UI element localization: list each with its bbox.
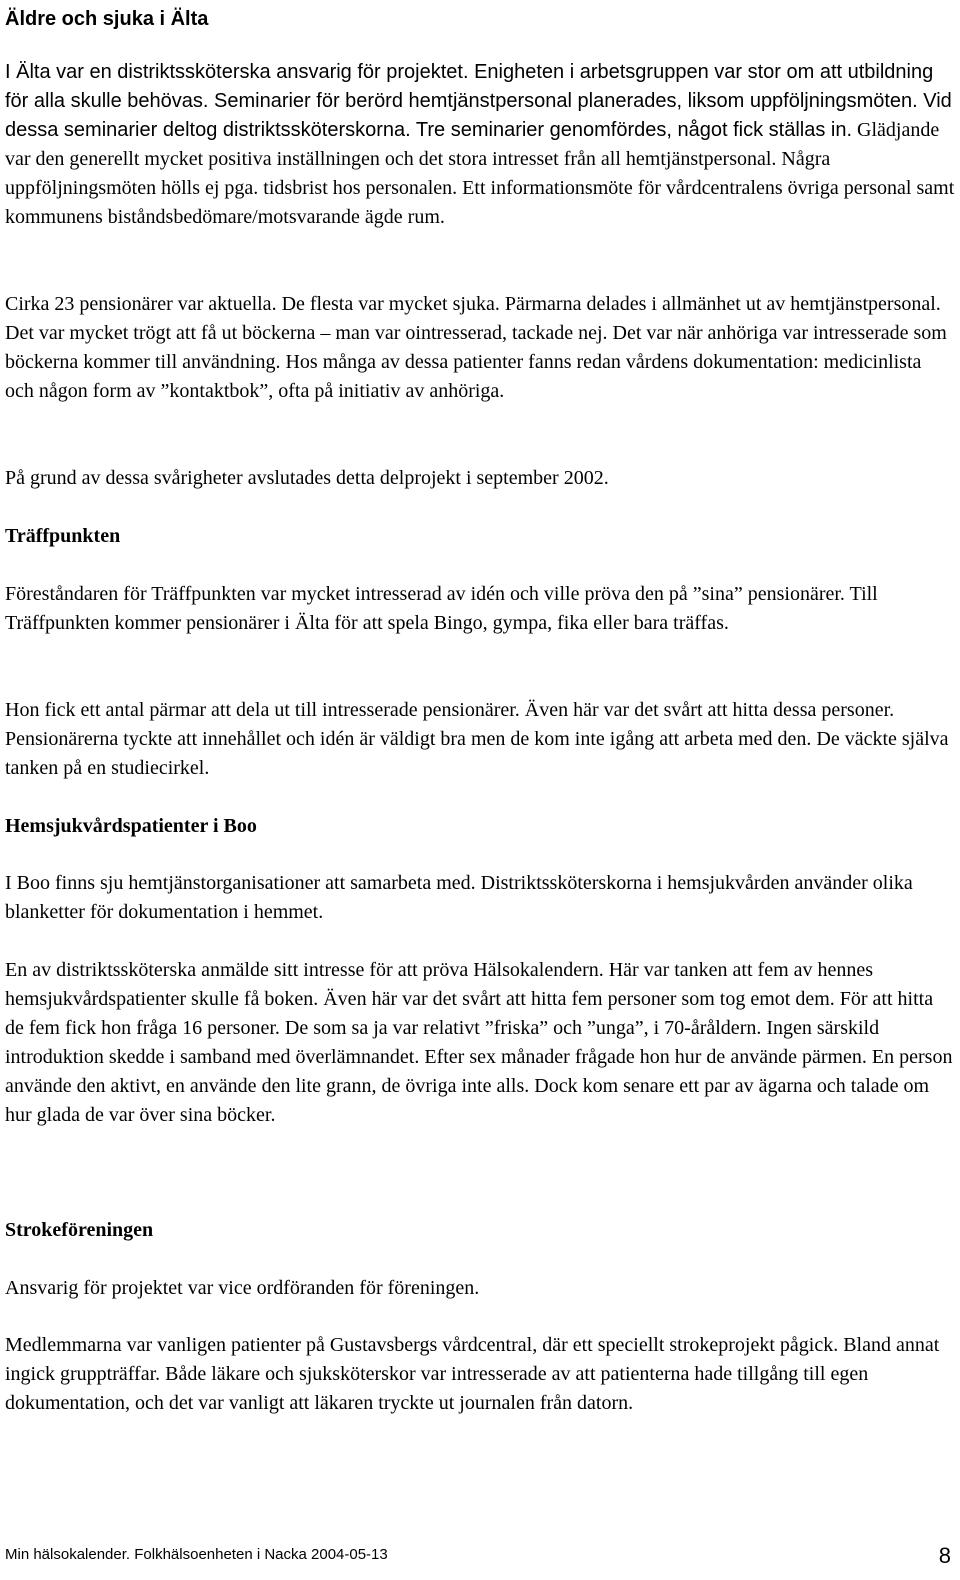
stroke-paragraph-1: Ansvarig för projektet var vice ordföranden för föreningen.	[5, 1277, 480, 1299]
section-heading-alta: Äldre och sjuka i Älta	[5, 8, 209, 30]
footer-text: Min hälsokalender. Folkhälsoenheten i Nacka 2004-05-13	[5, 1546, 388, 1563]
traffpunkten-paragraph-1: Föreståndaren för Träffpunkten var mycket intresserad av idén och ville pröva den på ”sina” pensionärer. Till Träffpunkten kommer pensionärer i Älta för att spela Bingo, gympa, fika eller bara träffas.	[5, 583, 878, 634]
page-footer	[5, 1543, 955, 1573]
alta-paragraph-3: På grund av dessa svårigheter avslutades detta delprojekt i september 2002.	[5, 467, 609, 489]
alta-paragraph-1	[5, 58, 955, 232]
section-heading-traffpunkten: Träffpunkten	[5, 525, 121, 547]
traffpunkten-paragraph-2: Hon fick ett antal pärmar att dela ut till intresserade pensionärer. Även här var det svårt att hitta dessa personer. Pensionärerna tyckte att innehållet och idén är väldigt bra men de kom inte igång att arbeta med den. De väckte själva tanken på en studiecirkel.	[5, 699, 949, 779]
boo-paragraph-2: En av distriktssköterska anmälde sitt intresse för att pröva Hälsokalendern. Här var tanken att fem av hennes hemsjukvårdspatienter skulle få boken. Även här var det svårt att hitta fem personer som tog emot dem. För att hitta de fem fick hon fråga 16 personer. De som sa ja var relativt ”friska” och ”unga”, i 70-åråldern. Ingen särskild introduktion skedde i samband med överlämnandet. Efter sex månader frågade hon hur de använde pärmen. En person använde den aktivt, en använde den lite grann, de övriga inte alls. Dock kom senare ett par av ägarna och talade om hur glada de var över sina böcker.	[5, 959, 953, 1126]
alta-paragraph-2: Cirka 23 pensionärer var aktuella. De flesta var mycket sjuka. Pärmarna delades i allmänhet ut av hemtjänstpersonal. Det var mycket trögt att få ut böckerna – man var ointresserad, tackade nej. Det var när anhöriga var intresserade som böckerna kommer till användning. Hos många av dessa patienter fanns redan vårdens dokumentation: medicinlista och någon form av ”kontaktbok”, ofta på initiativ av anhöriga.	[5, 293, 947, 402]
section-heading-stroke: Strokeföreningen	[5, 1219, 154, 1241]
page-number: 8	[938, 1543, 951, 1568]
alta-paragraph-1-sans-part: I Älta var en distriktssköterska ansvarig för projektet. Enigheten i arbetsgruppen var stor om att utbildning för alla skulle behövas. Seminarier för berörd hemtjänstpersonal planerades, liksom uppföljningsmöten. Vid dessa seminarier deltog distriktssköterskorna. Tre seminarier genomfördes, något fick ställas in.	[5, 61, 952, 141]
boo-paragraph-1: I Boo finns sju hemtjänstorganisationer att samarbeta med. Distriktssköterskorna i hemsjukvården använder olika blanketter för dokumentation i hemmet.	[5, 872, 913, 923]
stroke-paragraph-2: Medlemmarna var vanligen patienter på Gustavsbergs vårdcentral, där ett speciellt strokeprojekt pågick. Bland annat ingick gruppträffar. Både läkare och sjuksköterskor var intresserade av att patienterna hade tillgång till egen dokumentation, och det var vanligt att läkaren tryckte ut journalen från datorn.	[5, 1334, 940, 1414]
section-heading-boo: Hemsjukvårdspatienter i Boo	[5, 815, 257, 837]
alta-paragraph-1-serif-part: Glädjande var den generellt mycket positiva inställningen och det stora intresset från all hemtjänstpersonal. Några uppföljningsmöten hölls ej pga. tidsbrist hos personalen. Ett informationsmöte för vårdcentralens övriga personal samt kommunens biståndsbedömare/motsvarande ägde rum.	[5, 119, 955, 228]
